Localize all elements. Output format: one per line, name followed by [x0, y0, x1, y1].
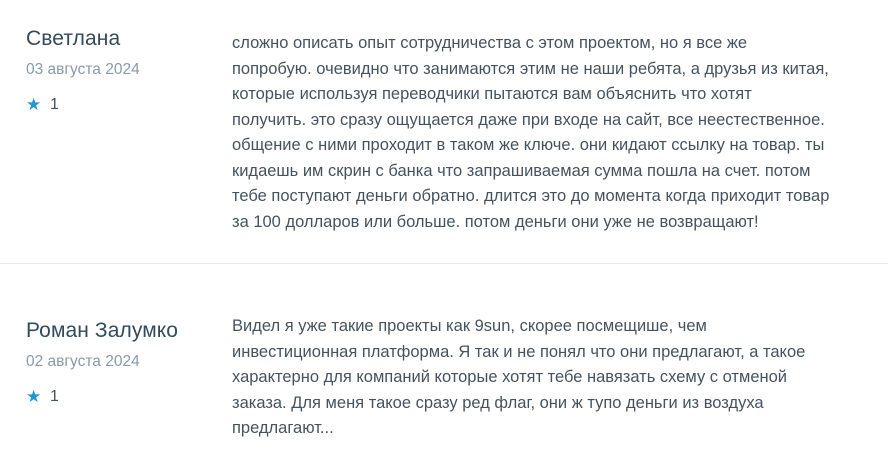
review-meta — [0, 314, 232, 405]
spacer — [0, 264, 888, 314]
review-rating — [26, 388, 222, 405]
review-body — [232, 26, 888, 235]
review-body — [232, 314, 888, 442]
rating-value: 1 — [50, 96, 59, 113]
rating-value: 1 — [50, 388, 59, 405]
review-author: Светлана — [26, 27, 121, 50]
review-date: 02 августа 2024 — [26, 353, 140, 370]
review-author: Роман Залумко — [26, 319, 179, 342]
spacer — [0, 235, 888, 263]
review-item — [0, 0, 888, 235]
review-rating — [26, 96, 222, 113]
review-text: Видел я уже такие проекты как 9sun, скорее посмещише, чем инвестиционная платформа. Я так и не понял что они предлагают, а такое характерно для компаний которые хотят тебе навязать схему с отменой заказа. Для меня такое сразу ред флаг, они ж тупо деньги из воздуха предлагают... — [232, 317, 806, 437]
star-icon: ★ — [26, 95, 42, 114]
review-meta — [0, 26, 232, 113]
star-icon: ★ — [26, 387, 42, 406]
review-date: 03 августа 2024 — [26, 61, 140, 78]
review-text: сложно описать опыт сотрудничества с этом проектом, но я все же попробую. очевидно что занимаются этим не наши ребята, а друзья из китая, которые используя переводчики пытаются вам объяснить что хотят получить. это сразу ощущается даже при входе на сайт, все неестественное. общение с ними проходит в таком же ключе. они кидают ссылку на товар. ты кидаешь им скрин с банка что запрашиваемая сумма пошла на счет. потом тебе поступают деньги обратно. длится это до момента когда приходит товар за 100 долларов или больше. потом деньги они уже не возвращают! — [232, 34, 830, 231]
review-item — [0, 314, 888, 442]
